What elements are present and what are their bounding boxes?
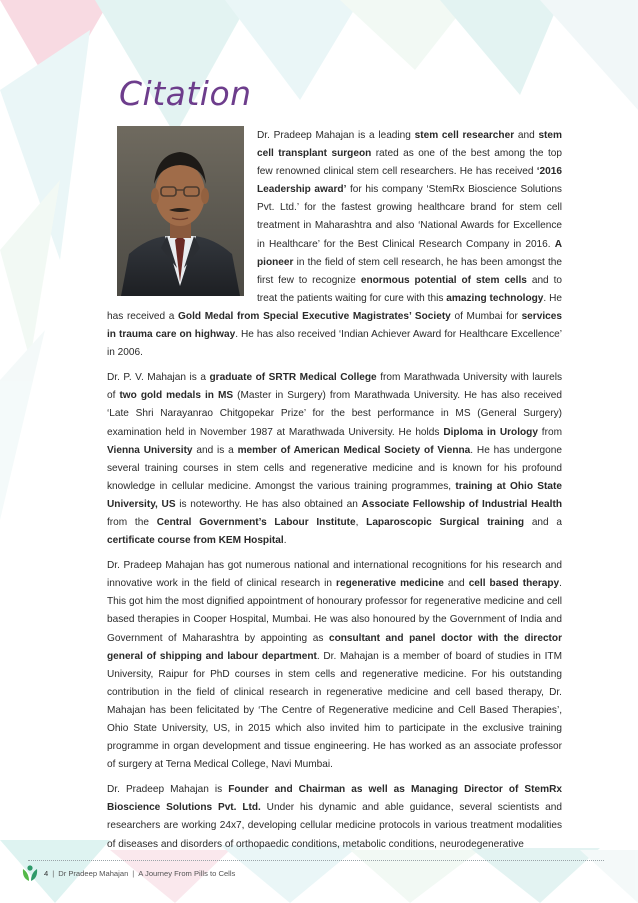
text-run: from <box>537 426 562 438</box>
bg-triangle <box>0 180 60 360</box>
bg-triangle <box>0 330 45 520</box>
text-run: from the <box>107 516 157 528</box>
bold-phrase: certificate course from KEM Hospital <box>107 535 284 547</box>
page-number: 4 <box>44 868 49 878</box>
text-run: and <box>443 578 469 590</box>
bold-phrase: Diploma in Urology <box>443 426 538 438</box>
page-title: Citation <box>119 74 252 113</box>
bold-phrase: two gold medals in MS <box>119 390 234 402</box>
bg-triangle <box>95 0 250 135</box>
bold-phrase: Laparoscopic Surgical training <box>366 516 525 528</box>
text-run: , <box>355 516 367 528</box>
text-run: and is a <box>192 444 238 456</box>
bold-phrase: consultant and panel doctor with the director general of shipping and labour department <box>107 632 563 662</box>
text-run: from Marathwada University with laurels of <box>107 372 562 402</box>
bold-phrase: services in trauma care on highway <box>107 310 562 341</box>
text-run: for his company ‘StemRx Bioscience Solutions Pvt. Ltd.’ for the fastest growing healthcare brand for stem cell treatment in Maharashtra and also ‘National Awards for Excellence in Healthcare’ for the Best Clinical Research Company in 2016. <box>257 184 562 250</box>
text-run: Dr. Pradeep Mahajan is <box>107 784 229 796</box>
bg-triangle <box>440 0 560 95</box>
bold-phrase: Vienna University <box>107 444 193 456</box>
text-run: . This got him the most dignified appointment of honourary professor for regenerative medicine and cell based therapies in Cooper Hospital, Mumbai. He was also honoured by the Government of India and Government of Maharashtra by appointing as <box>107 578 562 644</box>
bold-phrase: cell based therapy <box>468 578 560 590</box>
bold-phrase: ‘2016 Leadership award’ <box>257 166 562 196</box>
bold-phrase: amazing technology <box>446 292 544 304</box>
footer-separator: | <box>132 868 135 878</box>
bold-phrase: Central Government’s Labour Institute <box>156 516 356 528</box>
footer-book-title: A Journey From Pills to Cells <box>138 868 236 878</box>
photo-wrap-space <box>107 127 257 299</box>
bold-phrase: member of American Medical Society of Vienna <box>237 444 471 456</box>
text-run: of Mumbai for <box>450 310 522 322</box>
footer-author: Dr Pradeep Mahajan <box>58 868 129 878</box>
leaf-person-logo-icon <box>20 864 40 882</box>
page-footer <box>20 864 235 882</box>
bold-phrase: training at Ohio State University, US <box>107 480 562 510</box>
text-run: rated as one of the best among the top few renowned clinical stem cell researchers. He has received <box>257 148 562 178</box>
text-run: Under his dynamic and able guidance, several scientists and researchers are working 24x7, developing cellular medicine protocols in various treatment modalities of diseases and disorders of orthopaedic conditions, metabolic conditions, neurodegenerative <box>107 802 562 850</box>
bold-phrase: Associate Fellowship of Industrial Health <box>361 498 562 510</box>
text-run: . He has received a <box>107 292 562 322</box>
bold-phrase: A pioneer <box>257 238 562 268</box>
bold-phrase: stem cell transplant surgeon <box>257 130 563 160</box>
bold-phrase: graduate of SRTR Medical College <box>209 372 377 384</box>
citation-paragraph <box>107 369 562 550</box>
text-run: is noteworthy. He has also obtained an <box>175 498 362 510</box>
text-run: . He has undergone several training courses in stem cells and regenerative medicine and is known for his profound knowledge in cellular medicine. Amongst the various training programmes, <box>107 444 563 492</box>
citation-paragraph <box>107 781 562 853</box>
footer-separator: | <box>52 868 55 878</box>
bg-triangle <box>580 850 638 903</box>
text-run: . <box>283 535 287 547</box>
bold-phrase: enormous potential of stem cells <box>360 274 527 286</box>
text-run: (Master in Surgery) from Marathwada University. He has also received ‘Late Shri Narayanrao Chitgopekar Prize’ for the best performance in MS (General Surgery) examination held in November 1987 at Marathwada University. He holds <box>107 390 562 438</box>
bold-phrase: Founder and Chairman as well as Managing Director of StemRx Bioscience Solutions Pvt. Ltd. <box>107 784 562 814</box>
text-run: in the field of stem cell research, he has been amongst the first few to recognize <box>257 256 562 286</box>
text-run: Dr. P. V. Mahajan is a <box>107 372 210 384</box>
citation-paragraph <box>107 557 562 774</box>
bold-phrase: stem cell researcher <box>414 130 515 141</box>
text-run: and a <box>524 516 563 528</box>
text-run: and <box>514 130 539 141</box>
text-run: and to treat the patients waiting for cure with this <box>257 274 563 304</box>
bold-phrase: regenerative medicine <box>336 578 444 590</box>
bg-triangle <box>540 0 638 110</box>
text-run: Dr. Pradeep Mahajan has got numerous national and international recognitions for his research and innovative work in the field of clinical research in <box>107 560 562 590</box>
citation-body <box>107 127 562 861</box>
text-run: . He has also received ‘Indian Achiever Award for Healthcare Excellence’ in 2006. <box>107 329 563 359</box>
bold-phrase: Gold Medal from Special Executive Magistrates’ Society <box>178 310 451 322</box>
text-run: Dr. Pradeep Mahajan is a leading <box>257 130 415 141</box>
text-run: . Dr. Mahajan is a member of board of studies in ITM University, Raipur for PhD courses in stem cells and regenerative medicine. For his outstanding contribution in the field of clinical research in regenerative medicine and cell based therapy, Dr. Mahajan has been felicitated by ‘The Centre of Regenerative medicine and Cell Based Therapies’, Ohio State University, US, in 2015 which also invited him to participate in the exclusive training programme in organ development and tissue engineering. He has worked as an associate professor of surgery at Terna Medical College, Navi Mumbai. <box>107 650 562 771</box>
